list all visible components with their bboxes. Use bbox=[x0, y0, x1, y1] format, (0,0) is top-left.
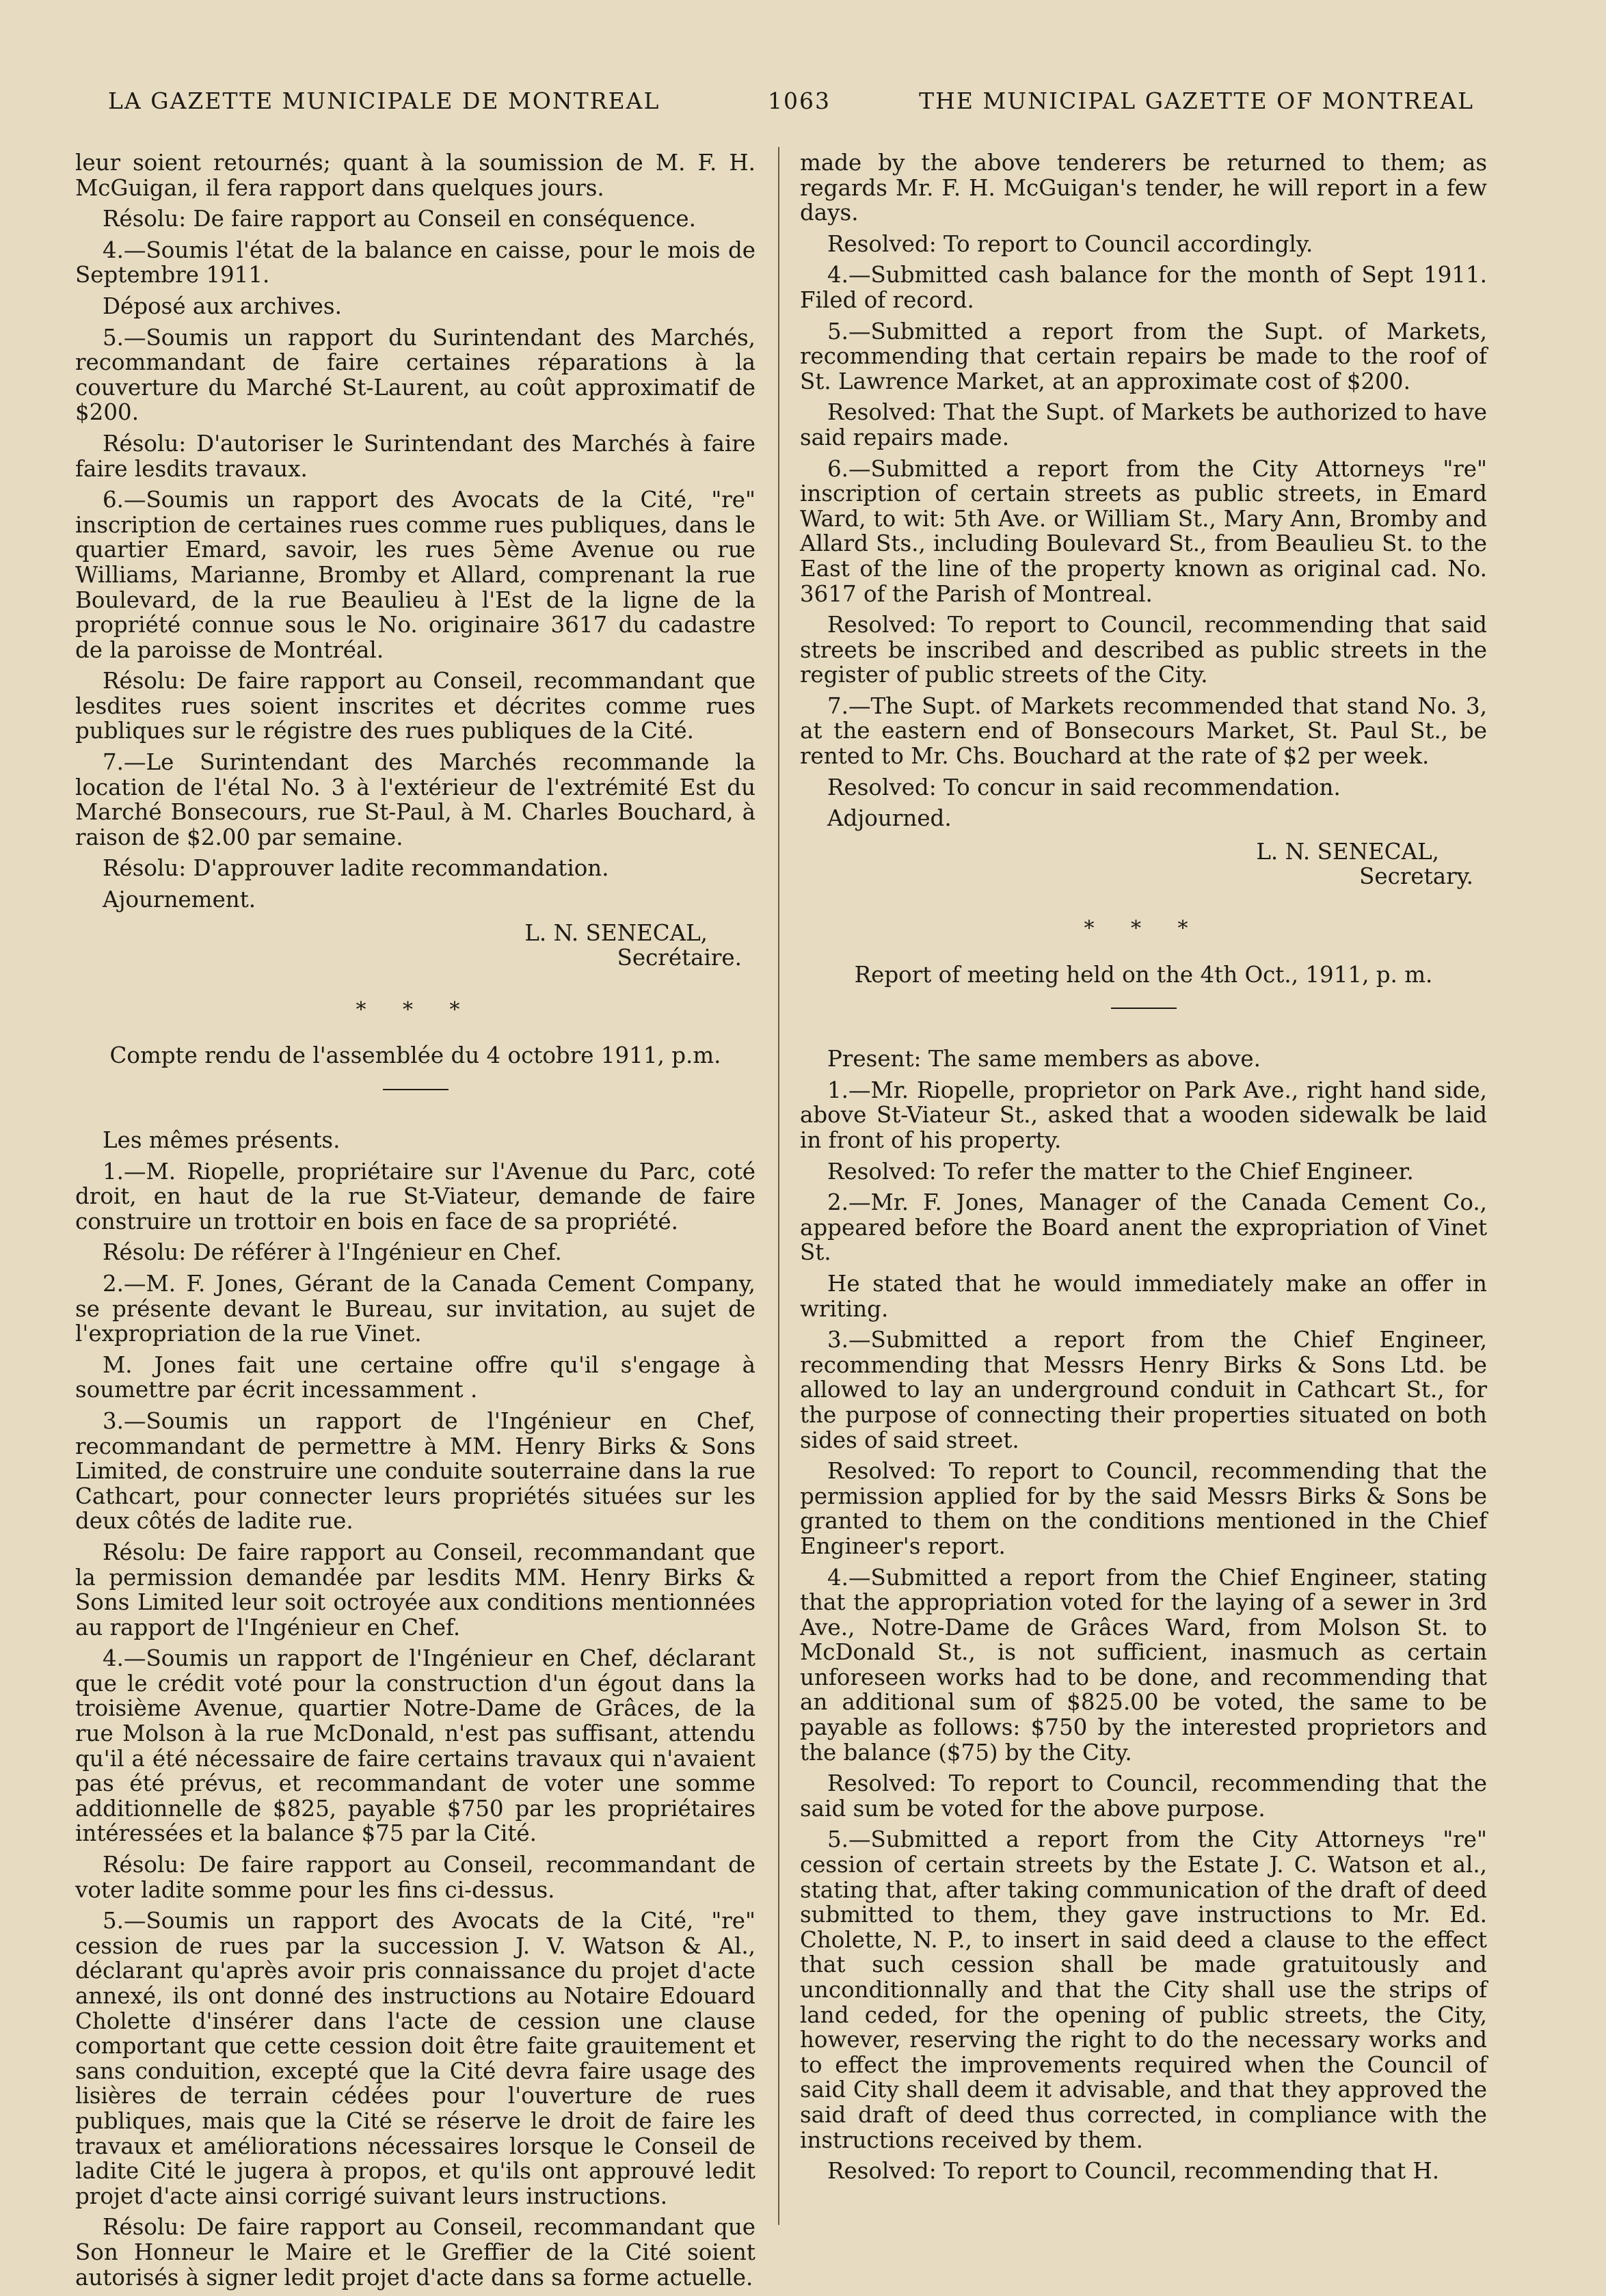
paragraph: 6.—Submitted a report from the City Attorneys "re" inscription of certain streets as public streets, in Emard Ward, to wit: 5th Ave. or William St., Mary Ann, Bromby and Allard Sts., including Boulevard St., from Beaulieu St. to the East of the line of the property known as original cad. No. 3617 of the Parish of Montreal. bbox=[800, 455, 1487, 607]
paragraph: Résolu: De faire rapport au Conseil, recommandant de voter ladite somme pour les fins ci-dessus. bbox=[75, 1852, 755, 1903]
paragraph: Ajournement. bbox=[103, 887, 256, 913]
paragraph: 5.—Submitted a report from the Supt. of Markets, recommending that certain repairs be made to the roof of St. Lawrence Market, at an approximate cost of $200. bbox=[800, 318, 1487, 394]
paragraph: 4.—Soumis un rapport de l'Ingénieur en Chef, déclarant que le crédit voté pour la construction d'un égout dans la troisième Avenue, quartier Notre-Dame de Grâces, de la rue Molson à la rue McDonald, n'est pas suffisant, attendu qu'il a été nécessaire de faire certains travaux qui n'avaient pas été prévus, et recommandant de voter une somme additionnelle de $825, payable $750 par les propriétaires intéressées et la balance $75 par la Cité. bbox=[75, 1645, 755, 1847]
paragraph: Résolu: De faire rapport au Conseil, recommandant que la permission demandée par lesdits MM. Henry Birks & Sons Limited leur soit octroyée aux conditions mentionnées au rapport de l'Ingénieur en Chef. bbox=[75, 1539, 755, 1640]
paragraph: 7.—Le Surintendant des Marchés recommande la location de l'étal No. 3 à l'extérieur de l'extrémité Est du Marché Bonsecours, rue St-Paul, à M. Charles Bouchard, à raison de $2.00 par semaine. bbox=[75, 749, 755, 850]
paragraph: Resolved: That the Supt. of Markets be authorized to have said repairs made. bbox=[800, 399, 1487, 450]
paragraph: made by the above tenderers be returned to them; as regards Mr. F. H. McGuigan's tender, he will report in a few days. bbox=[800, 150, 1487, 226]
paragraph: Résolu: De faire rapport au Conseil, recommandant que lesdites rues soient inscrites et décrites comme rues publiques sur le régistre des rues publiques de la Cité. bbox=[75, 668, 755, 744]
paragraph: Resolved: To report to Council, recommending that said streets be inscribed and described as public streets in the register of public streets of the City. bbox=[800, 612, 1487, 688]
paragraph: He stated that he would immediately make an offer in writing. bbox=[800, 1270, 1487, 1322]
signature-block bbox=[75, 921, 755, 971]
column-divider bbox=[778, 147, 779, 2225]
paragraph: 6.—Soumis un rapport des Avocats de la Cité, "re" inscription de certaines rues comme rues publiques, dans le quartier Emard, savoir, les rues 5ème Avenue ou rue Williams, Marianne, Bromby et Allard, comprenant la rue Boulevard, de la rue Beaulieu à l'Est de la ligne de la propriété connue sous le No. originaire 3617 du cadastre de la paroisse de Montréal. bbox=[75, 487, 755, 663]
paragraph: 5.—Soumis un rapport des Avocats de la Cité, "re" cession de rues par la succession J. V. Watson & Al., déclarant qu'après avoir pris connaissance du projet d'acte annexé, ils ont donné des instructions au Notaire Edouard Cholette d'insérer dans l'acte de cession une clause comportant que cette cession doit être faite grauitement et sans conduition, excepté que la Cité devra faire usage des lisières de terrain cédées pour l'ouverture de rues publiques, mais que la Cité se réserve le droit de faire les travaux et améliorations nécessaires lorsque le Conseil de ladite Cité le jugera à propos, et qu'ils ont approuvé ledit projet d'acte ainsi corrigé suivant leurs instructions. bbox=[75, 1908, 755, 2209]
paragraph: 3.—Soumis un rapport de l'Ingénieur en Chef, recommandant de permettre à MM. Henry Birks & Sons Limited, de construire une conduite souterraine dans la rue Cathcart, pour connecter leurs propriétés situées sur les deux côtés de ladite rue. bbox=[75, 1407, 755, 1535]
paragraph: Present: The same members as above. bbox=[827, 1046, 1261, 1072]
signature-title: Secrétaire. bbox=[617, 945, 742, 971]
paragraph: Résolu: De faire rapport au Conseil en conséquence. bbox=[103, 206, 696, 232]
paragraph: 4.—Submitted a report from the Chief Engineer, stating that the appropriation voted for the laying of a sewer in 3rd Ave., Notre-Dame de Grâces Ward, from Molson St. to McDonald St., is not sufficient, inasmuch as certain unforeseen works had to be done, and recommending that an additional sum of $825.00 be voted, the same to be payable as follows: $750 by the interested proprietors and the balance ($75) by the City. bbox=[800, 1564, 1487, 1766]
paragraph: 2.—Mr. F. Jones, Manager of the Canada Cement Co., appeared before the Board anent the expropriation of Vinet St. bbox=[800, 1189, 1487, 1266]
french-column bbox=[75, 150, 755, 2296]
paragraph: 5.—Submitted a report from the City Attorneys "re" cession of certain streets by the Estate J. C. Watson et al., stating that, after taking communication of the draft of deed submitted to them, they gave instructions to Mr. Ed. Cholette, N. P., to insert in said deed a clause to the effect that such cession shall be made gratuitously and unconditionnally and that the City shall use the strips of land ceded, for the opening of public streets, the City, however, reserving the right to do the necessary works and to effect the improvements required when the Council of said City shall deem it advisable, and that they approved the said draft of deed thus corrected, in compliance with the instructions received by them. bbox=[800, 1826, 1487, 2153]
page-number: 1063 bbox=[768, 87, 831, 114]
paragraph: 5.—Soumis un rapport du Surintendant des Marchés, recommandant de faire certaines réparations à la couverture du Marché St-Laurent, au coût approximatif de $200. bbox=[75, 324, 755, 426]
paragraph: Résolu: De faire rapport au Conseil, recommandant que Son Honneur le Maire et le Greffier de la Cité soient autorisés à signer ledit projet d'acte dans sa forme actuelle. bbox=[75, 2214, 755, 2291]
english-column bbox=[800, 150, 1487, 2190]
paragraph: M. Jones fait une certaine offre qu'il s'engage à soumettre par écrit incessamment . bbox=[75, 1351, 755, 1403]
signature-title: Secretary. bbox=[1359, 863, 1473, 890]
paragraph: Déposé aux archives. bbox=[103, 293, 342, 319]
page-header bbox=[101, 87, 1481, 122]
section-separator: * * * bbox=[1084, 917, 1203, 941]
paragraph: leur soient retournés; quant à la soumission de M. F. H. McGuigan, il fera rapport dans quelques jours. bbox=[75, 150, 755, 201]
paragraph: 1.—M. Riopelle, propriétaire sur l'Avenue du Parc, coté droit, en haut de la rue St-Viateur, demande de faire construire un trottoir en bois en face de sa propriété. bbox=[75, 1158, 755, 1234]
horizontal-rule bbox=[1111, 1008, 1177, 1009]
paragraph: Resolved: To report to Council accordingly. bbox=[827, 230, 1313, 257]
meeting-heading: Report of meeting held on the 4th Oct., 1911, p. m. bbox=[854, 961, 1433, 988]
paragraph: Résolu: De référer à l'Ingénieur en Chef. bbox=[103, 1239, 562, 1266]
paragraph: 4.—Soumis l'état de la balance en caisse, pour le mois de Septembre 1911. bbox=[75, 237, 755, 288]
paragraph: 4.—Submitted cash balance for the month of Sept 1911. Filed of record. bbox=[800, 262, 1487, 313]
paragraph: 2.—M. F. Jones, Gérant de la Canada Cement Company, se présente devant le Bureau, sur invitation, au sujet de l'expropriation de la rue Vinet. bbox=[75, 1270, 755, 1347]
header-title-french: LA GAZETTE MUNICIPALE DE MONTREAL bbox=[108, 87, 660, 114]
paragraph: 7.—The Supt. of Markets recommended that stand No. 3, at the eastern end of Bonsecours Market, St. Paul St., be rented to Mr. Chs. Bouchard at the rate of $2 per week. bbox=[800, 692, 1487, 770]
paragraph: 3.—Submitted a report from the Chief Engineer, recommending that Messrs Henry Birks & Sons Ltd. be allowed to lay an underground conduit in Cathcart St., for the purpose of connecting their properties situated on both sides of said street. bbox=[800, 1327, 1487, 1453]
paragraph: Adjourned. bbox=[827, 805, 952, 832]
paragraph: Resolved: To refer the matter to the Chief Engineer. bbox=[827, 1158, 1414, 1185]
paragraph: Les mêmes présents. bbox=[103, 1127, 340, 1153]
paragraph: Resolved: To report to Council, recommending that H. bbox=[827, 2158, 1440, 2185]
horizontal-rule bbox=[383, 1089, 449, 1090]
paragraph: Résolu: D'approuver ladite recommandation. bbox=[103, 855, 609, 882]
paragraph: Resolved: To report to Council, recommending that the said sum be voted for the above purpose. bbox=[800, 1770, 1487, 1822]
paragraph: 1.—Mr. Riopelle, proprietor on Park Ave., right hand side, above St-Viateur St., asked that a wooden sidewalk be laid in front of his property. bbox=[800, 1077, 1487, 1153]
signature-name: L. N. SENECAL, bbox=[1256, 838, 1439, 865]
section-separator: * * * bbox=[356, 997, 475, 1022]
paragraph: Resolved: To report to Council, recommending that the permission applied for by the said Messrs Birks & Sons be granted to them on the conditions mentioned in the Chief Engineer's report. bbox=[800, 1458, 1487, 1559]
paragraph: Résolu: D'autoriser le Surintendant des Marchés à faire faire lesdits travaux. bbox=[75, 430, 755, 482]
header-title-english: THE MUNICIPAL GAZETTE OF MONTREAL bbox=[919, 87, 1474, 114]
signature-block bbox=[800, 839, 1487, 889]
meeting-heading: Compte rendu de l'assemblée du 4 octobre 1911, p.m. bbox=[109, 1042, 721, 1069]
paragraph: Resolved: To concur in said recommendation. bbox=[827, 774, 1341, 800]
signature-name: L. N. SENECAL, bbox=[524, 919, 708, 946]
